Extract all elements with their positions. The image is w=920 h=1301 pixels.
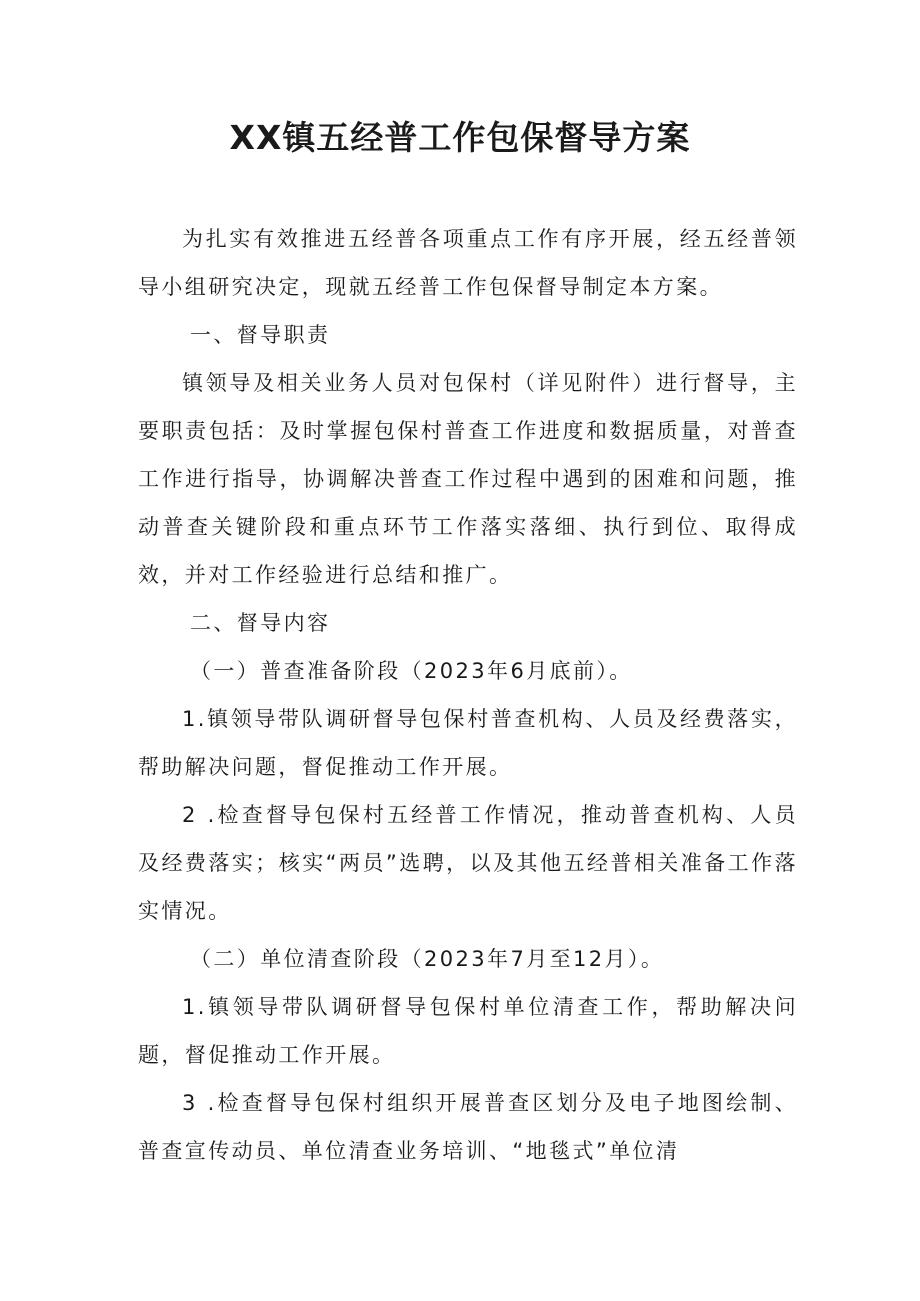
document-body (138, 215, 798, 1175)
subsection-heading-unit-check: （二）单位清查阶段（2023年7月至12月）。 (190, 947, 665, 971)
section-heading-duties: 一、督导职责 (190, 323, 331, 347)
subsection-heading-preparation: （一）普查准备阶段（2023年6月底前）。 (190, 659, 633, 683)
preparation-item-2: 2 .检查督导包保村五经普工作情况，推动普查机构、人员及经费落实；核实“两员”选聘，以及其他五经普相关准备工作落实情况。 (138, 803, 798, 923)
unit-check-item-1: 1.镇领导带队调研督导包保村单位清查工作，帮助解决问题，督促推动工作开展。 (138, 995, 798, 1067)
preparation-item-1: 1.镇领导带队调研督导包保村普查机构、人员及经费落实，帮助解决问题，督促推动工作开展。 (138, 707, 798, 779)
section-heading-content: 二、督导内容 (190, 611, 331, 635)
unit-check-item-3: 3 .检查督导包保村组织开展普查区划分及电子地图绘制、普查宣传动员、单位清查业务培训、“地毯式”单位清 (138, 1091, 798, 1163)
document-title: XX镇五经普工作包保督导方案 (229, 118, 691, 157)
intro-paragraph: 为扎实有效推进五经普各项重点工作有序开展，经五经普领导小组研究决定，现就五经普工作包保督导制定本方案。 (138, 227, 798, 299)
duties-paragraph: 镇领导及相关业务人员对包保村（详见附件）进行督导，主要职责包括：及时掌握包保村普查工作进度和数据质量，对普查工作进行指导，协调解决普查工作过程中遇到的困难和问题，推动普查关键阶段和重点环节工作落实落细、执行到位、取得成效，并对工作经验进行总结和推广。 (138, 371, 798, 587)
